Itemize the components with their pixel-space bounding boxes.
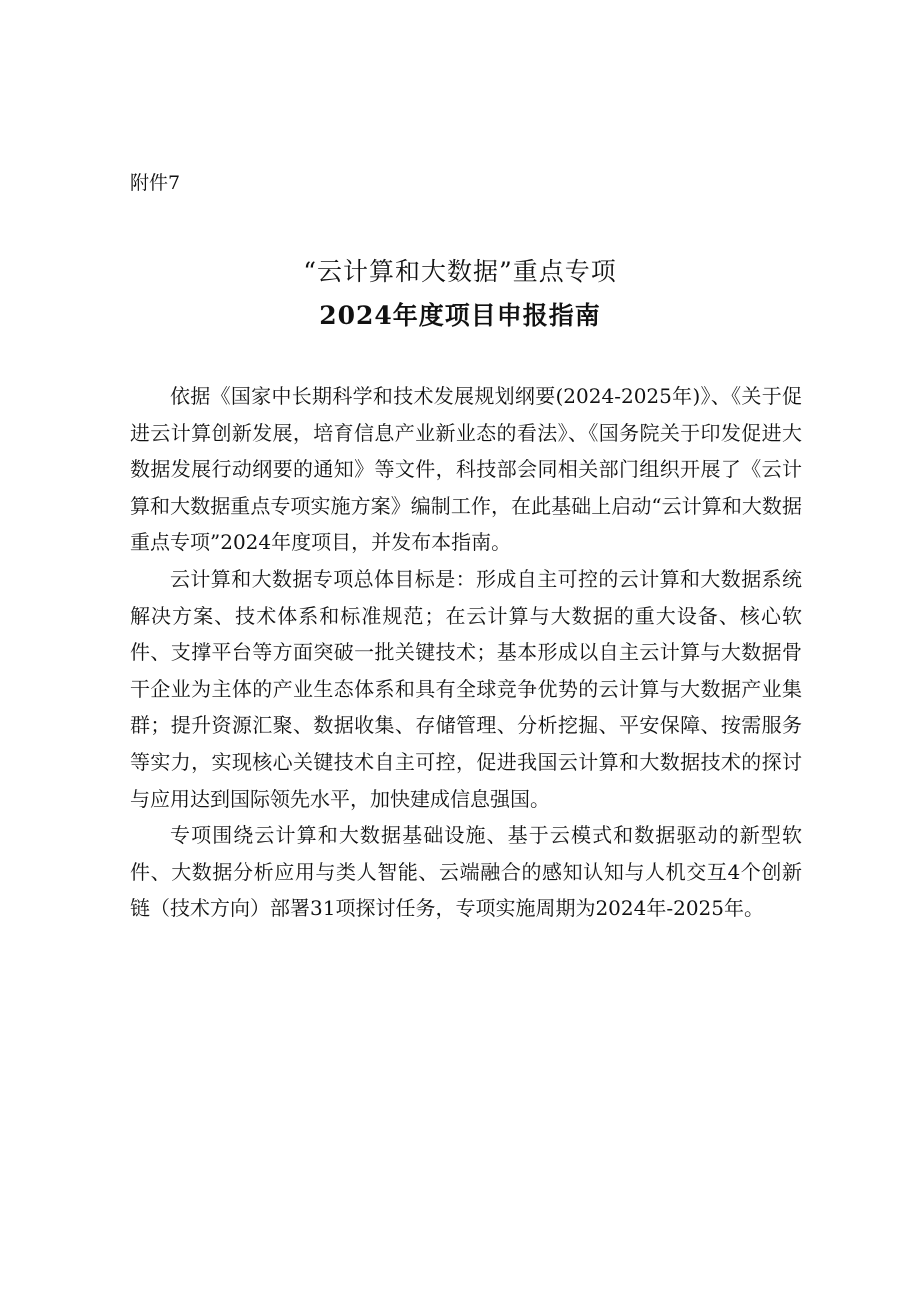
title-line-1: “云计算和大数据”重点专项 xyxy=(303,257,617,286)
document-title xyxy=(0,250,920,338)
title-line-2: 2024年度项目申报指南 xyxy=(319,301,601,330)
attachment-label: 附件7 xyxy=(130,172,181,194)
paragraph-scope: 专项围绕云计算和大数据基础设施、基于云模式和数据驱动的新型软件、大数据分析应用与类人智能、云端融合的感知认知与人机交互4个创新链（技术方向）部署31项探讨任务，专项实施周期为2024年-2025年。 xyxy=(130,823,802,921)
document-body xyxy=(130,378,802,927)
paragraph-goals: 云计算和大数据专项总体目标是：形成自主可控的云计算和大数据系统解决方案、技术体系和标准规范；在云计算与大数据的重大设备、核心软件、支撑平台等方面突破一批关键技术；基本形成以自主云计算与大数据骨干企业为主体的产业生态体系和具有全球竞争优势的云计算与大数据产业集群；提升资源汇聚、数据收集、存储管理、分析挖掘、平安保障、按需服务等实力，实现核心关键技术自主可控，促进我国云计算和大数据技术的探讨与应用达到国际领先水平，加快建成信息强国。 xyxy=(130,566,802,811)
paragraph-basis: 依据《国家中长期科学和技术发展规划纲要(2024-2025年)》、《关于促进云计算创新发展，培育信息产业新业态的看法》、《国务院关于印发促进大数据发展行动纲要的通知》等文件，科技部会同相关部门组织开展了《云计算和大数据重点专项实施方案》编制工作，在此基础上启动“云计算和大数据重点专项”2024年度项目，并发布本指南。 xyxy=(130,384,802,555)
